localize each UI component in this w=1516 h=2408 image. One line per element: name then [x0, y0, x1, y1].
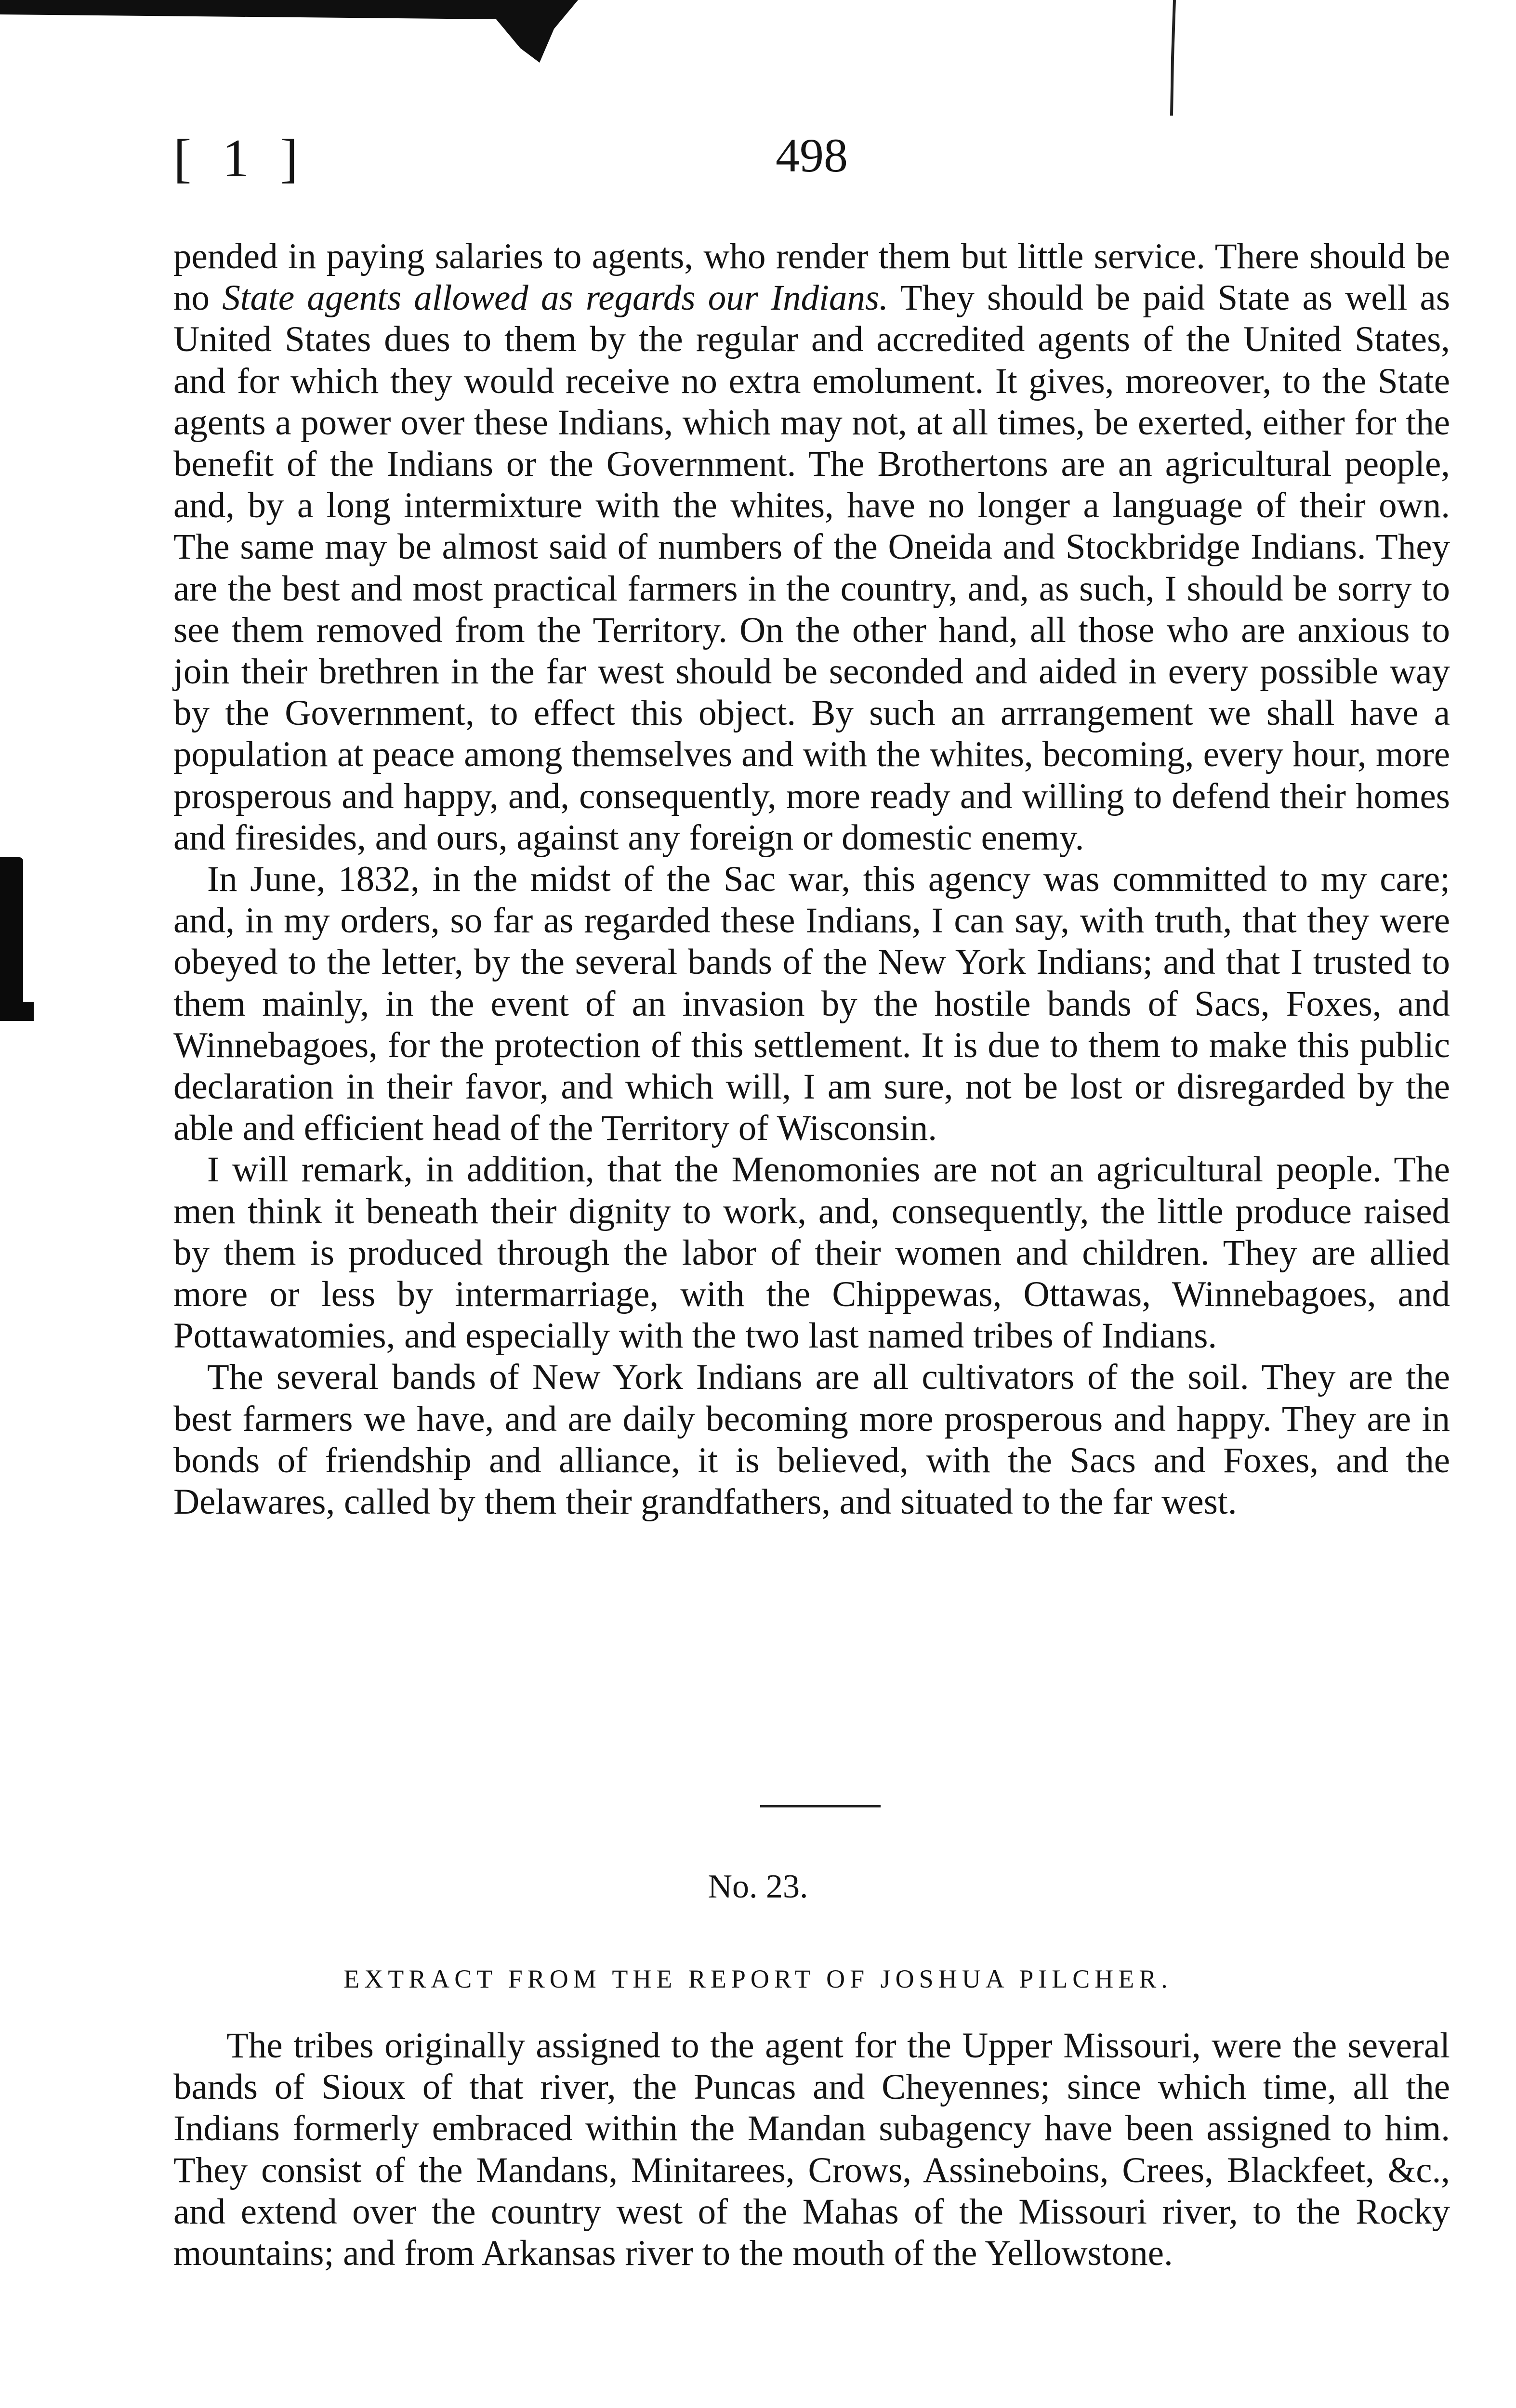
page-mark	[1166, 0, 1180, 120]
paragraph: I will remark, in addition, that the Menomonies are not an agricultural people. The men think it beneath their dignity to work, and, consequently, the little produce raised by them is produced through the labor of their women and children. They are allied more or less by intermarriage, with the Chippewas, Ottawas, Winnebagoes, and Pottawatomies, and especially with the two last named tribes of Indians.	[173, 1150, 1450, 1356]
extract-text	[173, 2025, 1450, 2274]
extract-title: EXTRACT FROM THE REPORT OF JOSHUA PILCHER.	[343, 1964, 1173, 1993]
torn-page-edge	[0, 0, 578, 72]
italic-emphasis: State agents allowed as regards our Indians.	[222, 278, 888, 318]
paragraph-text: pended in paying salaries to agents, who render them but little service. There should be no	[173, 236, 1450, 318]
page-number: 498	[776, 129, 848, 182]
paragraph	[173, 236, 1450, 859]
section-divider	[760, 1805, 881, 1807]
binding-shadow-tab	[0, 1002, 34, 1021]
binding-shadow	[0, 857, 23, 1021]
folio-marker: [ 1 ]	[173, 129, 307, 188]
paragraph: In June, 1832, in the midst of the Sac war, this agency was committed to my care; and, in my orders, so far as regarded these Indians, I can say, with truth, that they were obeyed to the letter, by the several bands of the New York Indians; and that I trusted to them mainly, in the event of an invasion by the hostile bands of Sacs, Foxes, and Winnebagoes, for the protection of this settlement. It is due to them to make this public declaration in their favor, and which will, I am sure, not be lost or disregarded by the able and efficient head of the Territory of Wisconsin.	[173, 859, 1450, 1149]
document-number: No. 23.	[708, 1868, 808, 1905]
paragraph: The several bands of New York Indians are all cultivators of the soil. They are the best farmers we have, and are daily becoming more prosperous and happy. They are in bonds of friendship and alliance, it is believed, with the Sacs and Foxes, and the Delawares, called by them their grandfathers, and situated to the far west.	[173, 1357, 1450, 1522]
body-text	[173, 236, 1450, 1523]
paragraph: The tribes originally assigned to the agent for the Upper Missouri, were the several bands of Sioux of that river, the Puncas and Cheyennes; since which time, all the Indians formerly embraced within the Mandan subagency have been assigned to him. They consist of the Mandans, Minitarees, Crows, Assineboins, Crees, Blackfeet, &c., and extend over the country west of the Mahas of the Missouri river, to the Rocky mountains; and from Arkansas river to the mouth of the Yellowstone.	[173, 2026, 1450, 2274]
paragraph-text: They should be paid State as well as United States dues to them by the regular and accredited agents of the United States, and for which they would receive no extra emolument. It gives, moreover, to the State agents a power over these Indians, which may not, at all times, be exerted, either for the benefit of the Indians or the Government. The Brothertons are an agricultural people, and, by a long intermixture with the whites, have no longer a language of their own. The same may be almost said of numbers of the Oneida and Stockbridge Indians. They are the best and most practical farmers in the country, and, as such, I should be sorry to see them removed from the Territory. On the other hand, all those who are anxious to join their brethren in the far west should be seconded and aided in every possible way by the Government, to effect this object. By such an arrrangement we shall have a population at peace among themselves and with the whites, becoming, every hour, more prosperous and happy, and, consequently, more ready and willing to defend their homes and firesides, and ours, against any foreign or domestic enemy.	[173, 278, 1450, 858]
page-header	[173, 128, 1343, 195]
